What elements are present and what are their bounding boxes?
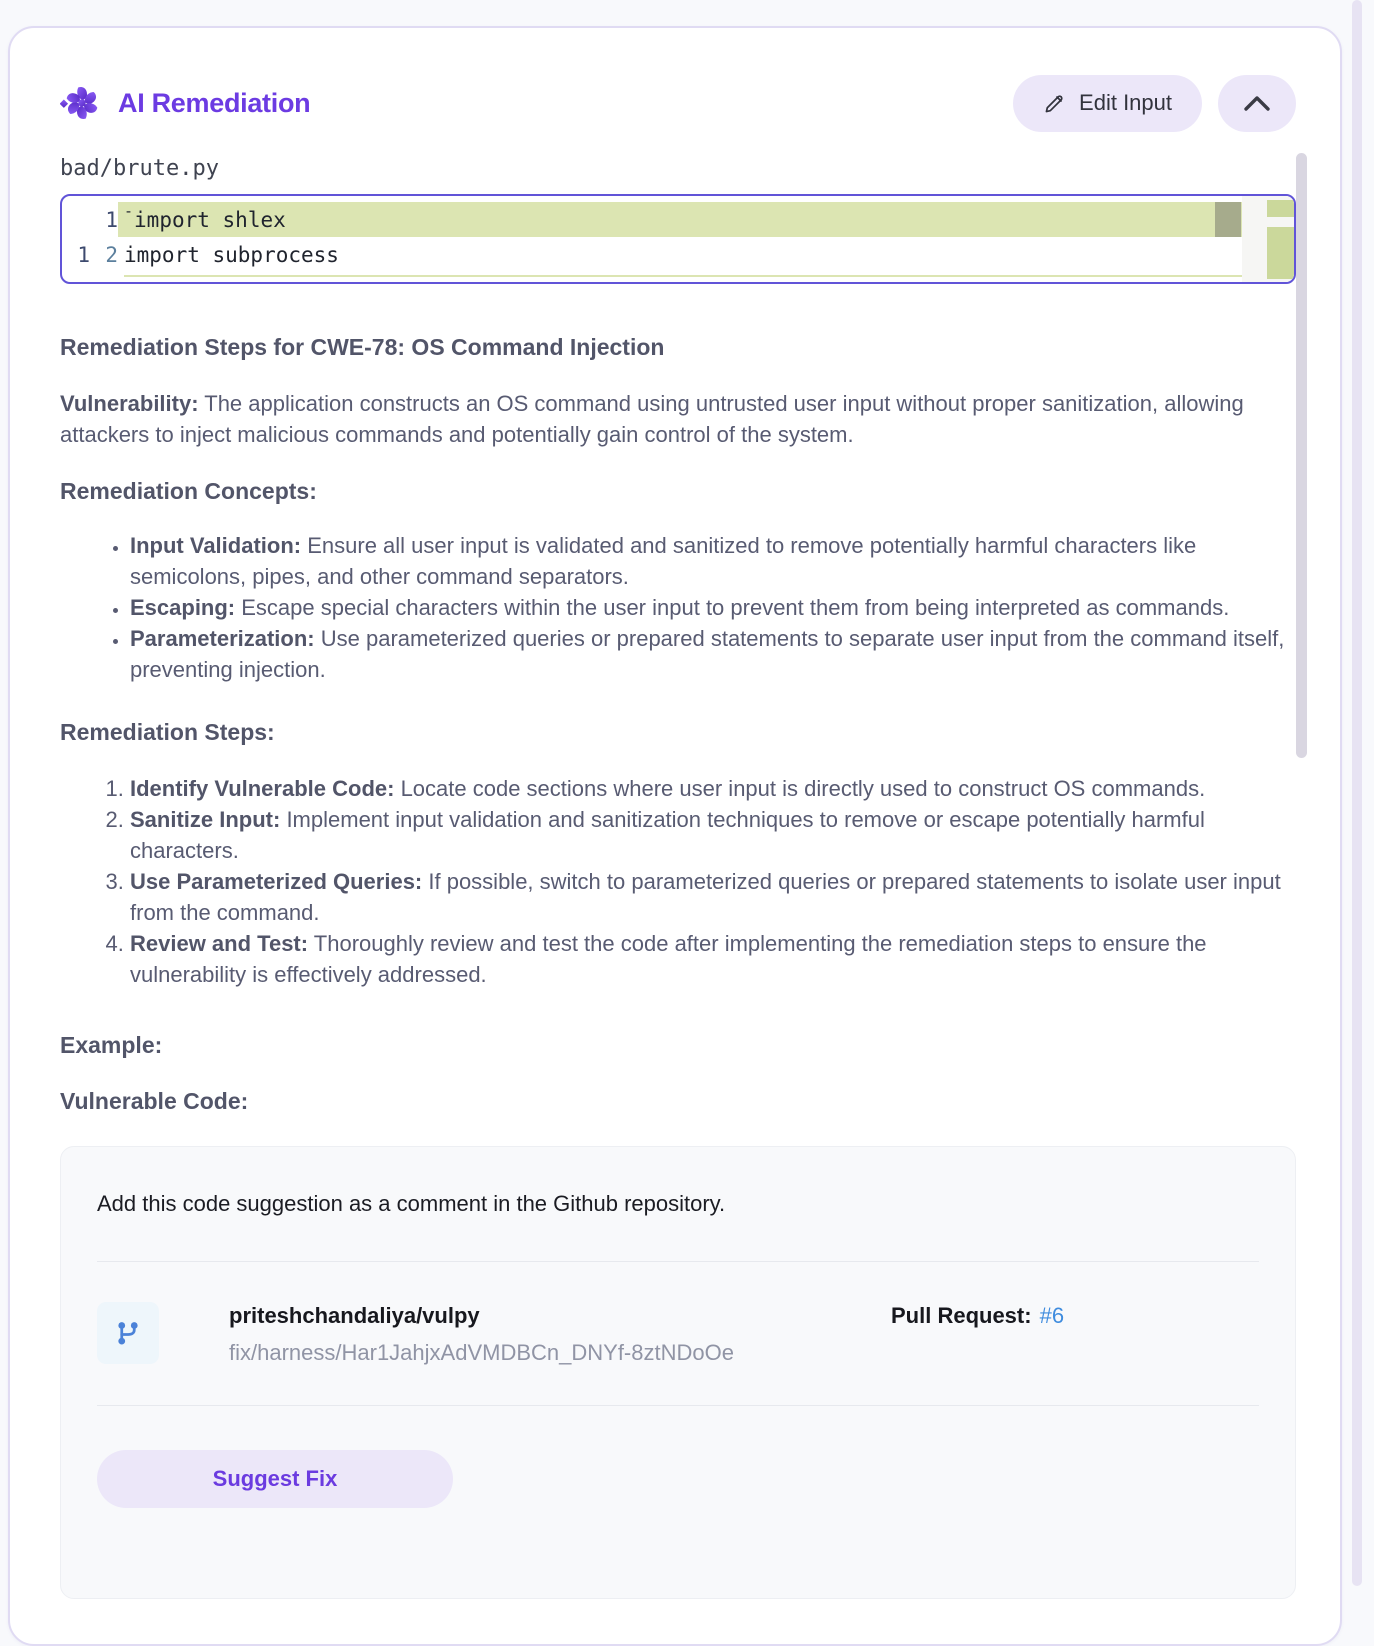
code-filename: bad/brute.py [60, 156, 219, 181]
vulnerable-code-heading: Vulnerable Code: [60, 1088, 249, 1114]
diff-marker: - [124, 202, 134, 220]
list-item: • Escaping: Escape special characters within the user input to prevent them from being interpreted as commands. [130, 592, 1296, 623]
diff-line-context [62, 237, 1294, 272]
list-item: • Parameterization: Use parameterized queries or prepared statements to separate user input from the command itself, preventing injection. [130, 623, 1296, 685]
repo-row [97, 1302, 1259, 1367]
pull-request-label: Pull Request: [891, 1303, 1032, 1328]
panel-scrollbar-thumb[interactable] [1296, 153, 1307, 758]
remediation-article [60, 332, 1296, 1116]
diff-line-added [62, 202, 1294, 237]
example-heading: Example: [60, 1032, 163, 1058]
chevron-up-icon [1243, 95, 1271, 112]
diff-added-strip [124, 275, 1242, 277]
divider [97, 1261, 1259, 1262]
list-item: 4. Review and Test: Thoroughly review and test the code after implementing the remediation steps to ensure the vulnerability is effectively addressed. [130, 928, 1296, 990]
page-scrollbar[interactable] [1352, 0, 1362, 1586]
pull-request-link[interactable]: #6 [1039, 1303, 1065, 1328]
list-item: • Input Validation: Ensure all user input is validated and sanitized to remove potentially harmful characters like semicolons, pipes, and other command separators. [130, 530, 1296, 592]
code-text: import shlex [134, 207, 286, 232]
ai-remediation-logo-icon [60, 81, 104, 125]
edit-input-label: Edit Input [1079, 90, 1172, 115]
repo-branch: fix/harness/Har1JahjxAdVMDBCn_DNYf-8ztNDoOe [229, 1340, 734, 1365]
pencil-icon [1043, 92, 1066, 115]
new-line-number: 1 [105, 207, 118, 232]
new-line-number: 2 [105, 242, 118, 267]
context-code-line [118, 237, 1294, 272]
list-item: 2. Sanitize Input: Implement input validation and sanitization techniques to remove or escape potentially harmful characters. [130, 804, 1296, 866]
article-heading: Remediation Steps for CWE-78: OS Command Injection [60, 334, 665, 360]
minimap-added-block [1267, 200, 1294, 217]
vulnerability-paragraph: Vulnerability: The application constructs an OS command using untrusted user input without proper sanitization, allowing attackers to inject malicious commands and potentially gain control of the system. [60, 391, 1244, 447]
list-item: 1. Identify Vulnerable Code: Locate code sections where user input is directly used to construct OS commands. [130, 773, 1296, 804]
steps-heading: Remediation Steps: [60, 719, 275, 745]
old-line-number: 1 [77, 242, 90, 267]
concepts-list [60, 530, 1296, 685]
added-code-line [118, 202, 1294, 237]
suggestion-instruction: Add this code suggestion as a comment in the Github repository. [97, 1191, 726, 1216]
vulnerability-label: Vulnerability: [60, 391, 199, 416]
diff-scrollbar-thumb[interactable] [1215, 202, 1241, 237]
collapse-button[interactable] [1218, 75, 1296, 132]
ai-remediation-panel [8, 26, 1342, 1646]
concepts-heading: Remediation Concepts: [60, 478, 317, 504]
edit-input-button[interactable] [1013, 75, 1202, 132]
list-item: 3. Use Parameterized Queries: If possible, switch to parameterized queries or prepared statements to isolate user input from the command. [130, 866, 1296, 928]
steps-list [60, 773, 1296, 990]
repo-info [229, 1302, 891, 1367]
pull-request-info [891, 1302, 1259, 1330]
github-suggestion-card [60, 1146, 1296, 1599]
minimap-added-block [1267, 227, 1294, 279]
repo-name: priteshchandaliya/vulpy [229, 1303, 480, 1328]
panel-header [60, 74, 1296, 132]
git-branch-icon [97, 1302, 159, 1364]
panel-title: AI Remediation [118, 87, 311, 118]
diff-viewer[interactable] [60, 194, 1296, 284]
code-text: import subprocess [124, 242, 339, 267]
suggest-fix-button[interactable]: Suggest Fix [97, 1450, 453, 1508]
divider [97, 1405, 1259, 1406]
diff-minimap [1242, 196, 1294, 282]
